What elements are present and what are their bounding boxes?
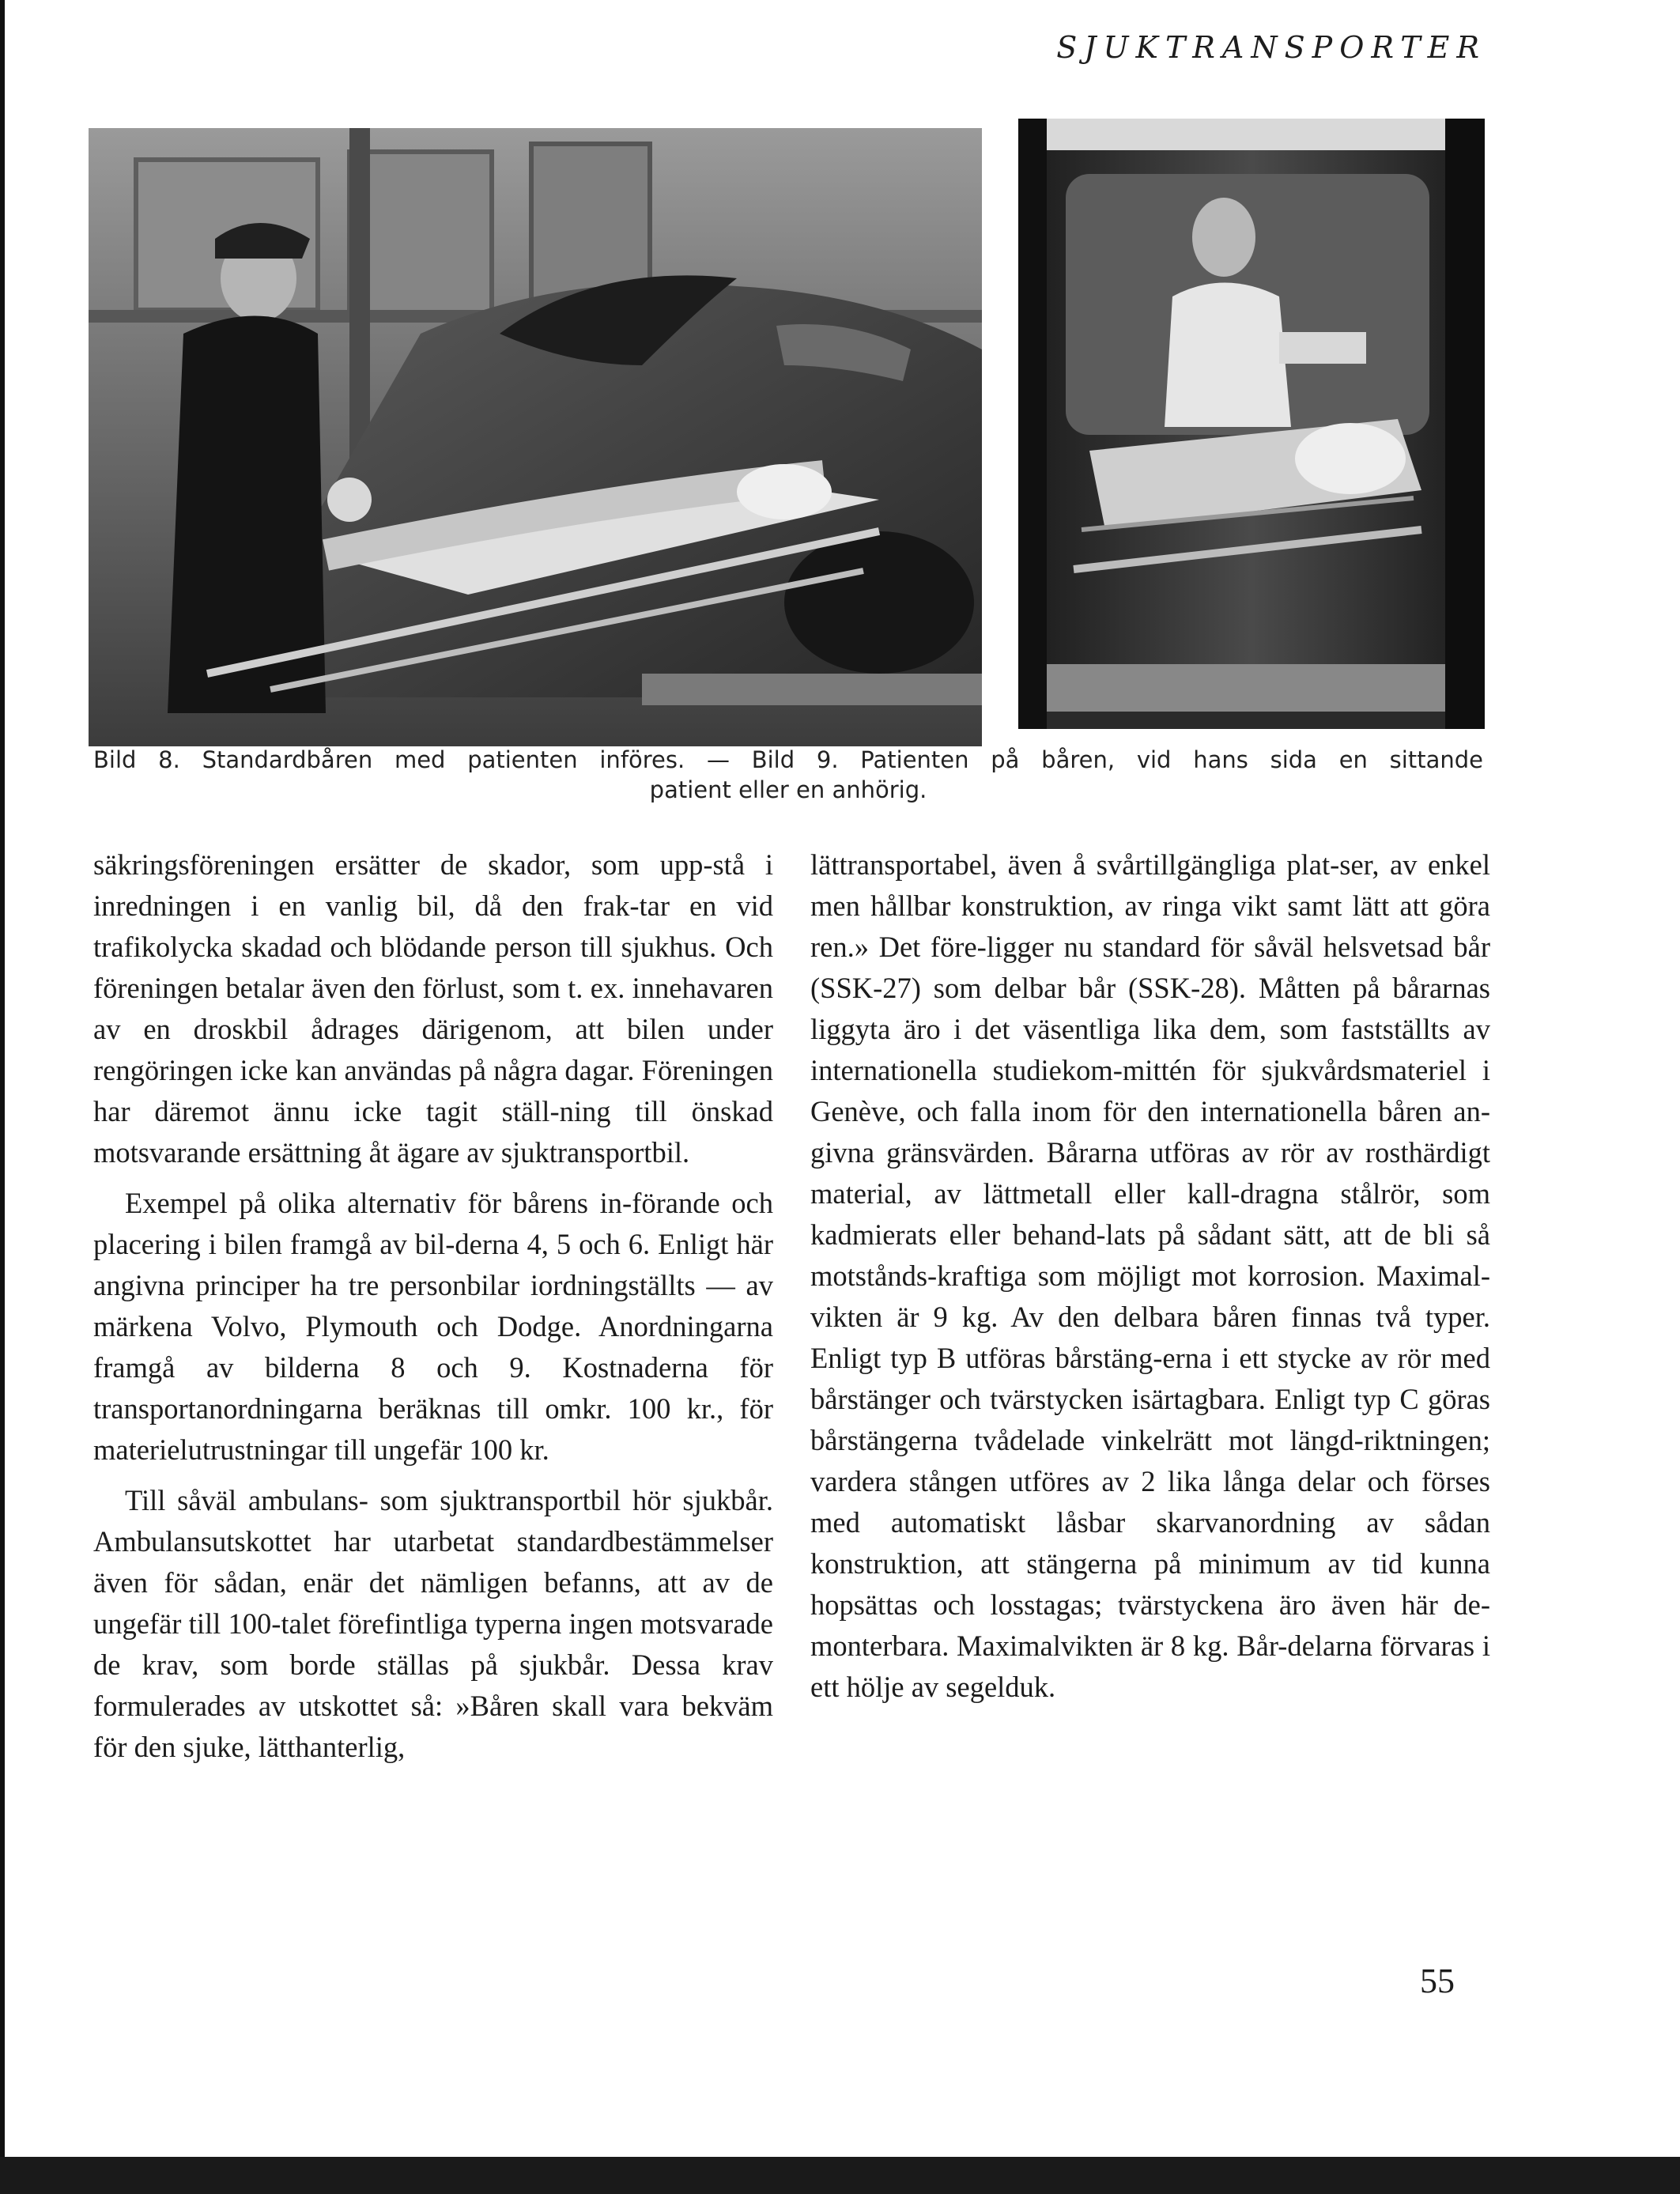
caption-line-2: patient eller en anhörig. [649,776,927,803]
caption-line-1: Bild 8. Standardbåren med patienten införes. — Bild 9. Patienten på båren, vid hans sida en sittande [93,746,1483,773]
left-column [93,844,773,1777]
photo-bild-9 [1018,119,1485,729]
paragraph: säkringsföreningen ersätter de skador, som upp-stå i inredningen i en vanlig bil, då den frak-tar en vid trafikolycka skadad och blödande person till sjukhus. Och föreningen betalar även den förlust, som t. ex. innehavaren av en droskbil ådrages därigenom, att bilen under rengöringen icke kan användas på några dagar. Föreningen har däremot ännu icke tagit ställ-ning till önskad motsvarande ersättning åt ägare av sjuktransportbil. [93,848,773,1169]
scan-left-edge [0,0,5,2157]
paragraph: lättransportabel, även å svårtillgängliga plat-ser, av enkel men hållbar konstruktion, av ringa vikt samt lätt att göra ren.» Det före-ligger nu standard för såväl helsvetsad bår (SSK-27) som delbar bår (SSK-28). Måtten på bårarnas liggyta äro i det väsentliga lika dem, som fastställts av internationella studiekom-mittén för sjukvårdsmateriel i Genève, och falla inom för den internationella båren an-givna gränsvärden. Bårarna utföras av rör av rosthärdigt material, av lättmetall eller kall-dragna stålrör, som kadmierats eller behand-lats på sådant sätt, att de bli så motstånds-kraftiga som möjligt mot korrosion. Maximal-vikten är 9 kg. Av den delbara båren finnas två typer. Enligt typ B utföras bårstäng-erna i ett stycke av rör med bårstänger och tvärstycken isärtagbara. Enligt typ C göras bårstängerna tvådelade vinkelrätt mot längd-riktningen; vardera stången utföres av 2 lika långa delar och förses med automatiskt låsbar skarvanordning av sådan konstruktion, att stängerna på minimum av tid kunna hopsättas och losstagas; tvärstyckena äro även här de-monterbara. Maximalvikten är 8 kg. Bår-delarna förvaras i ett hölje av segelduk. [810,848,1490,1703]
page-number: 55 [1420,1962,1455,2000]
paragraph: Exempel på olika alternativ för bårens in-förande och placering i bilen framgå av bil-derna 4, 5 och 6. Enligt här angivna principer ha tre personbilar iordningställts — av märkena Volvo, Plymouth och Dodge. Anordningarna framgå av bilderna 8 och 9. Kostnaderna för transportanordningarna beräknas till omkr. 100 kr., för materielutrustningar till ungefär 100 kr. [93,1187,773,1466]
scan-bottom-border [0,2157,1680,2194]
paragraph: Till såväl ambulans- som sjuktransportbil hör sjukbår. Ambulansutskottet har utarbetat standardbestämmelser även för sådan, enär det nämligen befanns, att av de ungefär till 100-talet förefintliga typerna ingen motsvarade de krav, som borde ställas på sjukbår. Dessa krav formulerades av utskottet så: »Båren skall vara bekväm för den sjuke, lätthanterlig, [93,1484,773,1763]
photo-bild-8 [89,128,982,746]
running-head: SJUKTRANSPORTER [1056,30,1486,65]
figure-caption [93,745,1483,805]
right-column [810,844,1490,1717]
